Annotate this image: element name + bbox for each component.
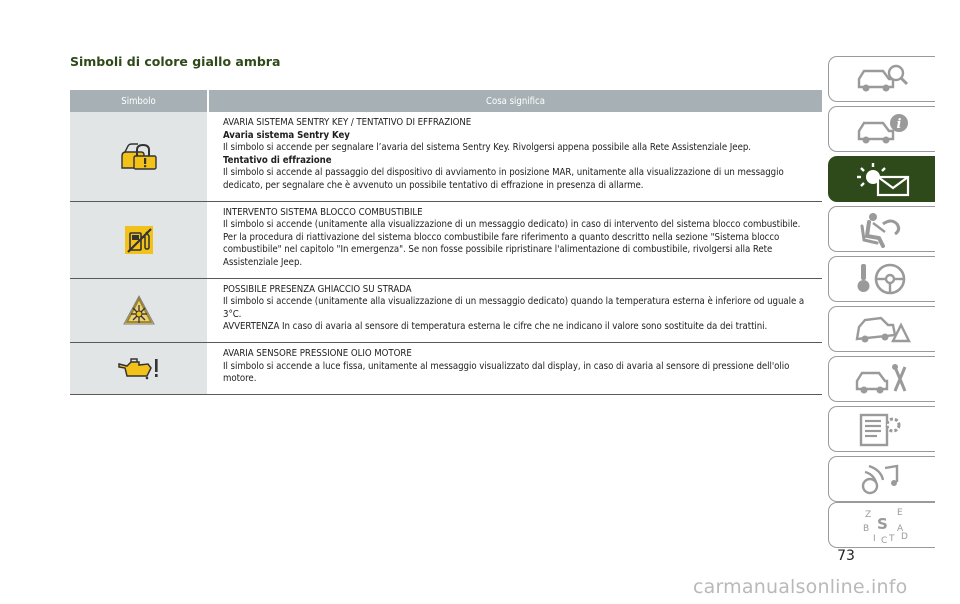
car-info-icon [853,111,911,147]
section-heading: Simboli di colore giallo ambra [70,54,281,69]
technical-data-list-icon [853,410,911,448]
chapter-tab-instrument-panel[interactable] [828,106,935,152]
warning-light-message-icon [851,160,913,198]
chapter-tab-starting-driving[interactable] [828,256,935,302]
ice-road-icon [122,293,156,327]
sentry-key-lock-icon [119,141,159,171]
svg-text:I: I [873,534,876,544]
chapter-tab-emergency[interactable] [828,306,935,352]
row-title: AVARIA SISTEMA SENTRY KEY / TENTATIVO DI EFFRAZIONE [223,117,472,128]
chapter-tab-technical-data[interactable] [828,406,935,452]
svg-text:T: T [889,534,895,544]
chapter-tab-warning-lights[interactable] [828,156,935,202]
svg-text:D: D [901,532,908,542]
row-title: POSSIBILE PRESENZA GHIACCIO SU STRADA [223,283,412,295]
description: Il simbolo si accende al passaggio del dispositivo di avviamento in posizione MAR, unitamente alla visualizzazione di un messaggio dedicato, per segnalare che è avvenuto un possibile tentativo di effrazione in presenza di allarme. [223,167,784,191]
table-row [70,343,822,395]
car-road-warning-icon [853,311,911,347]
chapter-tab-index[interactable] [828,502,935,548]
header-symbol: Simbolo [70,90,209,112]
meaning-cell [209,343,822,394]
table-row [70,112,822,202]
subheading: Tentativo di effrazione [223,154,332,166]
symbol-cell [70,343,209,394]
svg-text:i: i [896,117,902,132]
key-steering-wheel-icon [853,260,911,298]
watermark: carmanualsonline.info [693,576,908,598]
oil-pressure-sensor-icon [117,356,161,380]
description: Per la procedura di riattivazione del sistema blocco combustibile fare riferimento a quanto descritto nella sezione "Sistema blocco combustibile" nel capitolo "In emergenza". Se non fosse possibile ripristinare l'alimentazione di combustibile, rivolgersi alla Rete Assistenziale Jeep. [223,231,780,268]
header-meaning: Cosa significa [486,95,545,107]
description: Il simbolo si accende per segnalare l’avaria del sistema Sentry Key. Rivolgersi appena possibile alla Rete Assistenziale Jeep. [223,142,751,154]
page-number: 73 [837,548,855,564]
meaning-cell [209,279,822,342]
svg-text:E: E [897,508,903,518]
symbol-cell [70,279,209,342]
meaning-cell [209,202,822,278]
car-search-icon [853,61,911,97]
chapter-tab-servicing-care[interactable] [828,356,935,402]
svg-text:Z: Z [865,510,872,520]
subheading: Avaria sistema Sentry Key [223,129,350,141]
table-row [70,279,822,343]
seat-airbag-icon [853,210,911,248]
multimedia-icon [853,460,911,498]
description: Il simbolo si accende a luce fissa, unitamente al messaggio visualizzato dal display, in caso di avaria al sensore di pressione dell'olio motore. [223,360,790,385]
svg-text:C: C [881,536,888,545]
table-row [70,202,822,279]
symbols-table [70,90,822,395]
description: Il simbolo si accende (unitamente alla visualizzazione di un messaggio dedicato) in caso di intervento del sistema blocco combustibile. [223,219,801,231]
meaning-cell [209,112,822,201]
symbol-cell [70,112,209,201]
row-title: INTERVENTO SISTEMA BLOCCO COMBUSTIBILE [223,206,423,218]
row-title: AVARIA SENSORE PRESSIONE OLIO MOTORE [223,347,412,359]
symbol-cell [70,202,209,278]
chapter-tab-safety[interactable] [828,206,935,252]
car-tools-icon [853,361,911,397]
alphabetical-index-icon [853,505,911,545]
table-header [70,90,822,112]
description: AVVERTENZA In caso di avaria al sensore di temperatura esterna le cifre che ne indicano il valore sono sostituite da dei trattini. [223,321,768,333]
description: Il simbolo si accende (unitamente alla visualizzazione di un messaggio dedicato) quando la temperatura esterna è inferiore od uguale a 3°C. [223,296,805,320]
svg-text:B: B [863,524,870,534]
svg-text:S: S [877,515,888,533]
fuel-cutoff-icon [124,225,154,255]
chapter-tab-knowing-vehicle[interactable] [828,56,935,102]
chapter-tab-multimedia[interactable] [828,456,935,502]
svg-text:A: A [897,524,904,534]
